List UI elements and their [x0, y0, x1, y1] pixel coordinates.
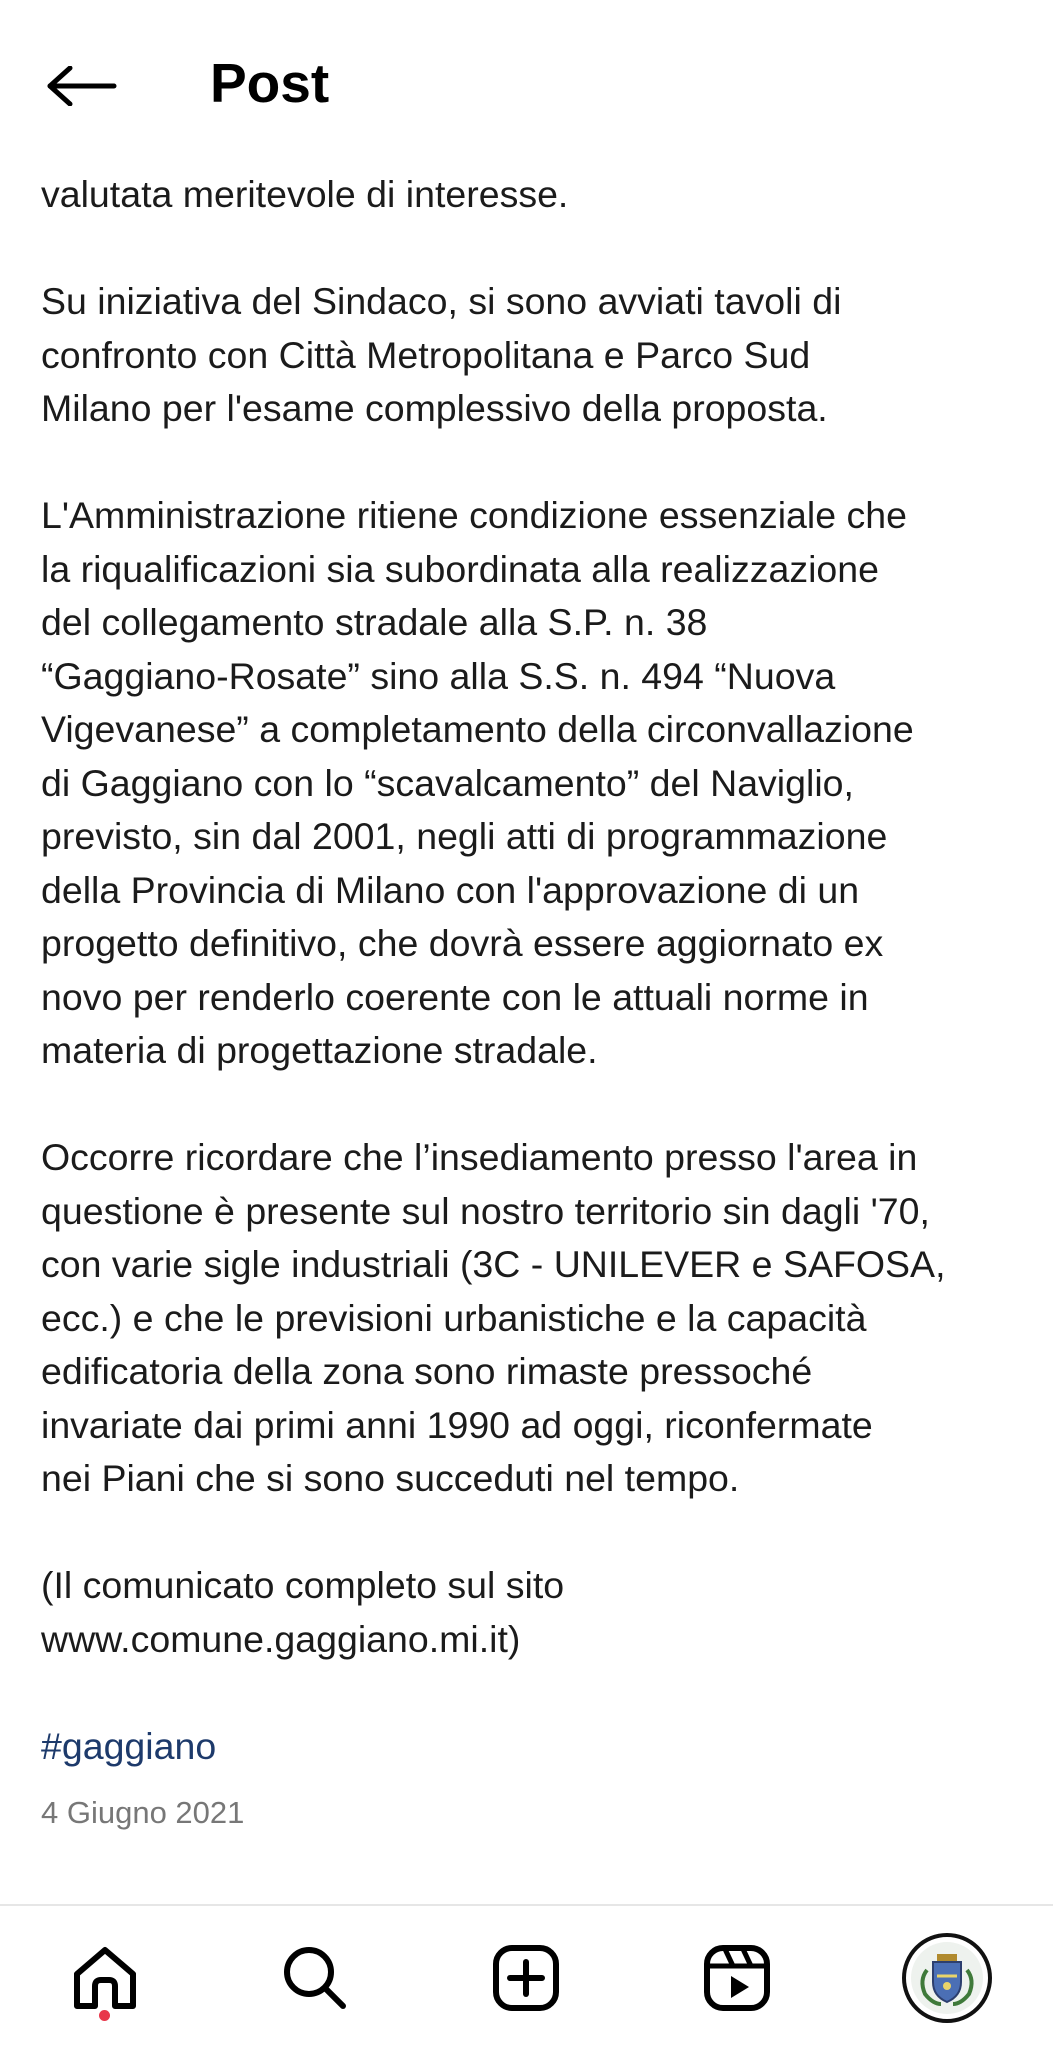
reels-icon — [701, 1942, 773, 2014]
arrow-left-icon — [46, 66, 118, 106]
notification-dot — [99, 2010, 110, 2021]
home-icon — [69, 1942, 141, 2014]
nav-profile-button[interactable] — [897, 1928, 997, 2028]
bottom-navigation — [0, 1906, 1053, 2048]
coat-of-arms-avatar-image — [911, 1942, 983, 2014]
caption-paragraph: Su iniziativa del Sindaco, si sono avviati tavoli di confronto con Città Metropolitana e Parco Sud Milano per l'esame complessivo della proposta. — [41, 280, 842, 429]
caption-paragraph: valutata meritevole di interesse. — [41, 173, 569, 215]
nav-create-button[interactable] — [476, 1928, 576, 2028]
post-date: 4 Giugno 2021 — [41, 1795, 245, 1830]
nav-search-button[interactable] — [265, 1928, 365, 2028]
top-app-bar — [0, 0, 1053, 165]
page-title: Post — [210, 52, 330, 114]
caption-paragraph: (Il comunicato completo sul sito www.comune.gaggiano.mi.it) — [41, 1564, 565, 1660]
caption-paragraph: L'Amministrazione ritiene condizione essenziale che la riqualificazioni sia subordinata alla realizzazione del collegamento stradale alla S.P. n. 38 “Gaggiano-Rosate” sino alla S.S. n. 494 “Nuova Vigevanese” a completamento della circonvallazione di Gaggiano con lo “scavalcamento” del Naviglio, previsto, sin dal 2001, negli atti di programmazione della Provincia di Milano con l'approvazione di un progetto definitivo, che dovrà essere aggiornato ex novo per renderlo coerente con le attuali norme in materia di progettazione stradale. — [41, 494, 914, 1071]
nav-reels-button[interactable] — [687, 1928, 787, 2028]
caption-paragraph: Occorre ricordare che l’insediamento presso l'area in questione è presente sul nostro territorio sin dagli '70, con varie sigle industriali (3C - UNILEVER e SAFOSA, ecc.) e che le previsioni urbanistiche e la capacità edificatoria della zona sono rimaste pressoché invariate dai primi anni 1990 ad oggi, riconfermate nei Piani che si sono succeduti nel tempo. — [41, 1136, 946, 1499]
back-button[interactable] — [42, 52, 122, 120]
hashtag-link[interactable]: #gaggiano — [41, 1724, 217, 1767]
create-post-icon — [490, 1942, 562, 2014]
search-icon — [279, 1942, 351, 2014]
avatar — [902, 1933, 992, 2023]
post-caption — [41, 168, 1031, 1833]
